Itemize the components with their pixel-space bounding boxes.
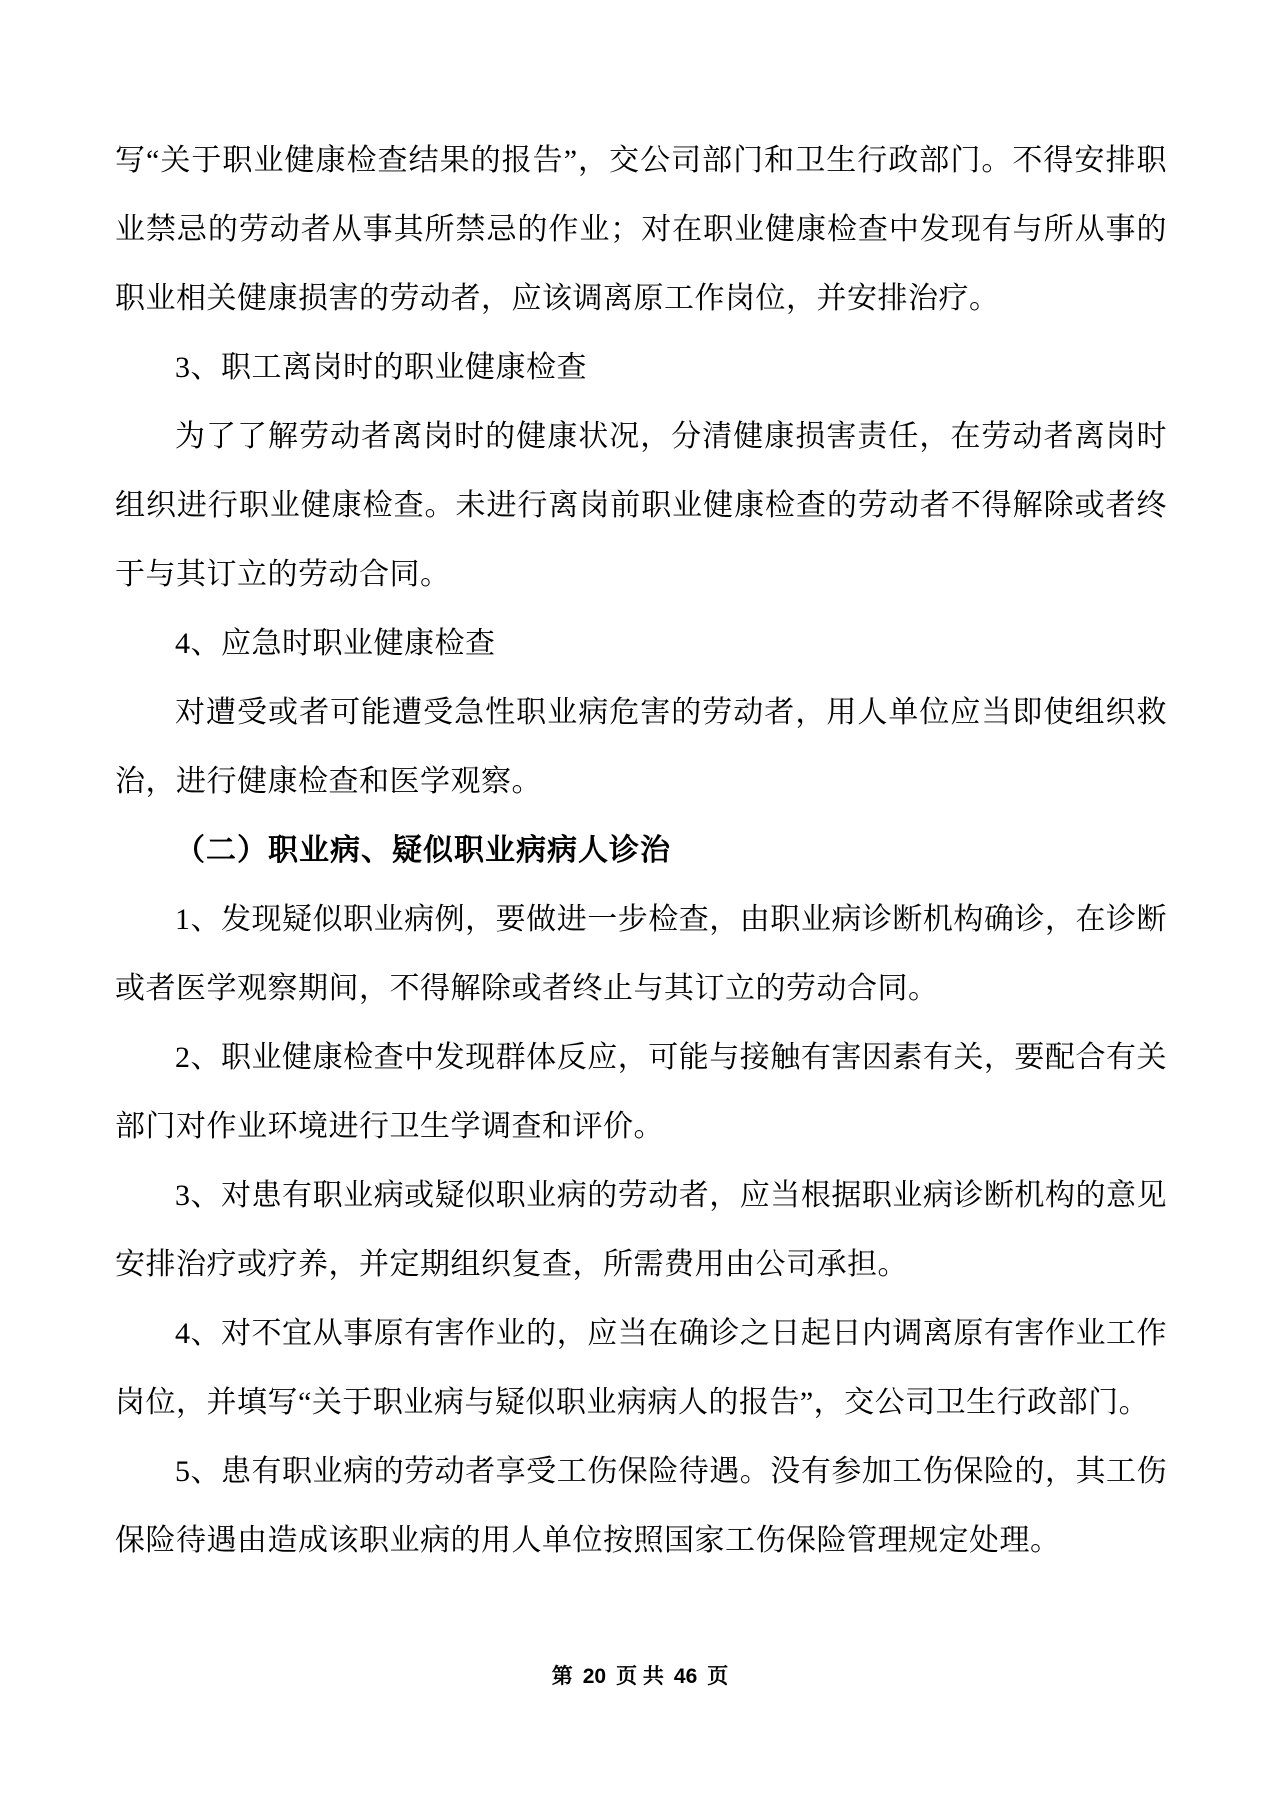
paragraph: 2、职业健康检查中发现群体反应，可能与接触有害因素有关，要配合有关部门对作业环境进行卫生学调查和评价。: [115, 1041, 1167, 1143]
paragraph: 4、对不宜从事原有害作业的，应当在确诊之日起日内调离原有害作业工作岗位，并填写“关于职业病与疑似职业病病人的报告”，交公司卫生行政部门。: [115, 1317, 1167, 1419]
paragraph: 5、患有职业病的劳动者享受工伤保险待遇。没有参加工伤保险的，其工伤保险待遇由造成该职业病的用人单位按照国家工伤保险管理规定处理。: [115, 1455, 1167, 1557]
paragraph: 1、发现疑似职业病例，要做进一步检查，由职业病诊断机构确诊，在诊断或者医学观察期间，不得解除或者终止与其订立的劳动合同。: [115, 903, 1167, 1005]
page-number: 20: [582, 1665, 607, 1688]
total-pages: 46: [673, 1665, 698, 1688]
section-heading: （二）职业病、疑似职业病病人诊治: [175, 834, 671, 867]
paragraph: 4、应急时职业健康检查: [175, 627, 496, 660]
page-footer: [0, 1660, 1280, 1690]
paragraph: 对遭受或者可能遭受急性职业病危害的劳动者，用人单位应当即使组织救治，进行健康检查和医学观察。: [115, 696, 1167, 798]
paragraph: 写“关于职业健康检查结果的报告”，交公司部门和卫生行政部门。不得安排职业禁忌的劳动者从事其所禁忌的作业；对在职业健康检查中发现有与所从事的职业相关健康损害的劳动者，应该调离原工作岗位，并安排治疗。: [115, 144, 1167, 315]
paragraph: 3、职工离岗时的职业健康检查: [175, 351, 587, 384]
footer-pages-label: 页: [707, 1665, 729, 1688]
footer-page-label: 第: [551, 1665, 573, 1688]
paragraph: 3、对患有职业病或疑似职业病的劳动者，应当根据职业病诊断机构的意见安排治疗或疗养，并定期组织复查，所需费用由公司承担。: [115, 1179, 1167, 1281]
footer-of-label: 页 共: [616, 1665, 664, 1688]
paragraph: 为了了解劳动者离岗时的健康状况，分清健康损害责任，在劳动者离岗时组织进行职业健康检查。未进行离岗前职业健康检查的劳动者不得解除或者终于与其订立的劳动合同。: [115, 420, 1167, 591]
